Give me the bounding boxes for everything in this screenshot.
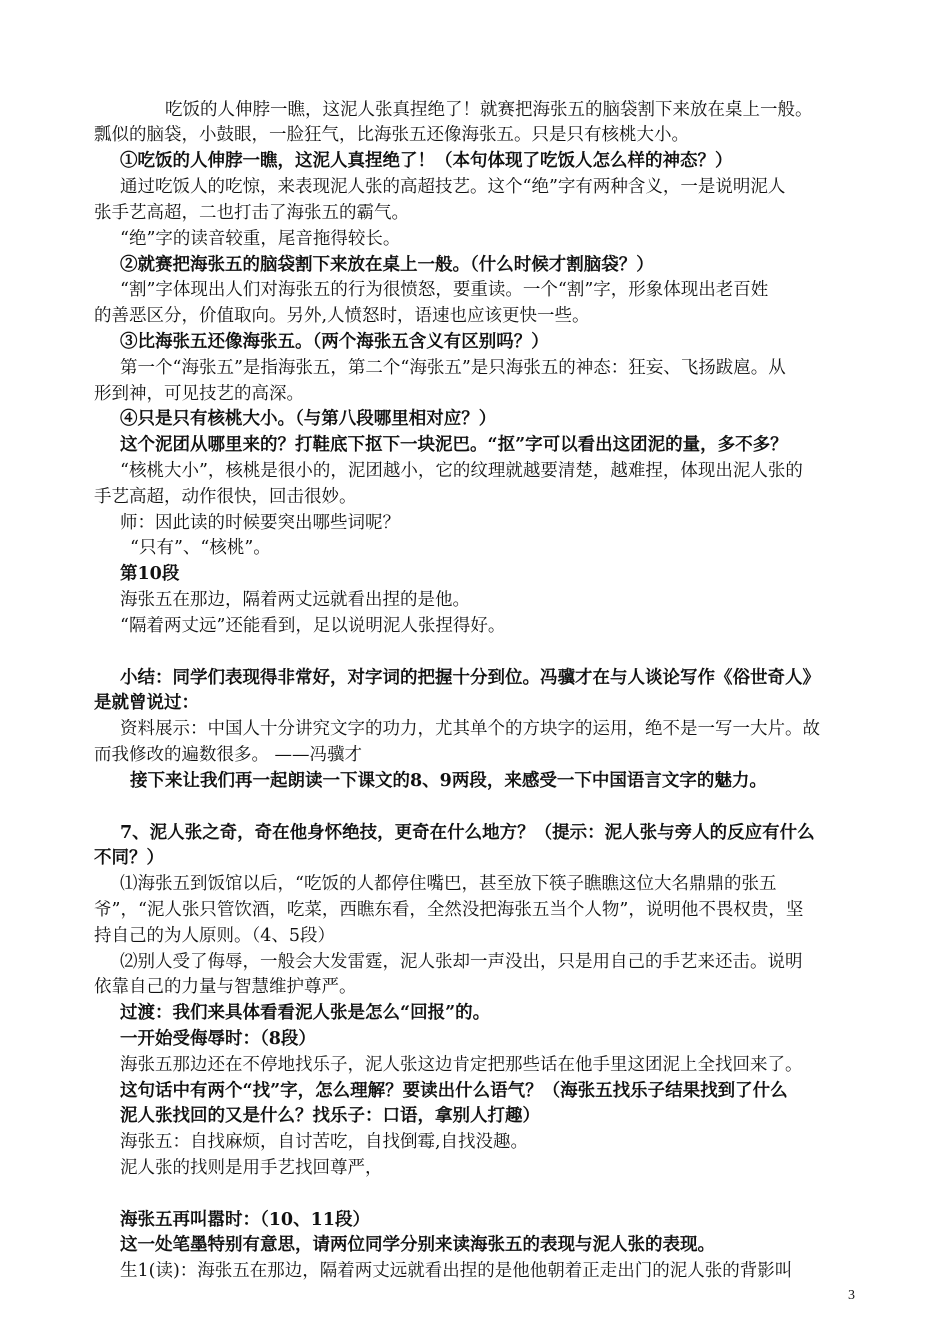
text-line: 张手艺高超，二也打击了海张五的霸气。 xyxy=(94,203,409,223)
text-line: 海张五在那边，隔着两丈远就看出捏的是他。 xyxy=(120,590,470,610)
text-line: 生1(读)：海张五在那边，隔着两丈远就看出捏的是他他朝着正走出门的泥人张的背影叫 xyxy=(120,1261,793,1281)
instruction-line: 接下来让我们再一起朗读一下课文的8、9两段，来感受一下中国语言文字的魅力。 xyxy=(130,771,767,791)
question-heading: ②就赛把海张五的脑袋割下来放在桌上一般。（什么时候才割脑袋？） xyxy=(120,255,654,275)
text-line: “绝”字的读音较重，尾音拖得较长。 xyxy=(120,229,401,249)
question-heading: ③比海张五还像海张五。（两个海张五含义有区别吗？） xyxy=(120,332,549,352)
question-heading: 这句话中有两个“找”字，怎么理解？要读出什么语气？（海张五找乐子结果找到了什么 xyxy=(120,1081,788,1101)
question-heading: 这一处笔墨特别有意思，请两位同学分别来读海张五的表现与泥人张的表现。 xyxy=(120,1235,715,1255)
text-line: 的善恶区分，价值取向。另外,人愤怒时，语速也应该更快一些。 xyxy=(94,306,590,326)
text-line: 泥人张的找则是用手艺找回尊严， xyxy=(120,1158,383,1178)
text-line: 师：因此读的时候要突出哪些词呢？ xyxy=(120,513,400,533)
question-heading: ④只是只有核桃大小。（与第八段哪里相对应？） xyxy=(120,409,497,429)
text-line: 形到神，可见技艺的高深。 xyxy=(94,384,304,404)
text-line: 而我修改的遍数很多。 ——冯骥才 xyxy=(94,745,363,765)
question-heading: 泥人张找回的又是什么？找乐子：口语，拿别人打趣） xyxy=(120,1106,540,1126)
text-line: “核桃大小”，核桃是很小的，泥团越小，它的纹理就越要清楚，越难捏，体现出泥人张的 xyxy=(120,461,803,481)
question-heading: 这个泥团从哪里来的？打鞋底下抠下一块泥巴。“抠”字可以看出这团泥的量，多不多？ xyxy=(120,435,788,455)
text-line: 海张五那边还在不停地找乐子，泥人张这边肯定把那些话在他手里这团泥上全找回来了。 xyxy=(120,1055,803,1075)
text-line: 依靠自己的力量与智慧维护尊严。 xyxy=(94,977,357,997)
section-heading: 第10段 xyxy=(120,564,180,584)
text-line: 持自己的为人原则。（4、5段） xyxy=(94,926,336,946)
text-line: 手艺高超，动作很快，回击很妙。 xyxy=(94,487,357,507)
page-number: 3 xyxy=(848,1288,855,1303)
text-line: 爷”，“泥人张只管饮酒，吃菜，西瞧东看，全然没把海张五当个人物”，说明他不畏权贵，坚 xyxy=(94,900,804,920)
text-line: “只有”、“核桃”。 xyxy=(130,538,271,558)
text-line: “割”字体现出人们对海张五的行为很愤怒，要重读。一个“割”字，形象体现出老百姓 xyxy=(120,280,769,300)
summary-heading: 小结：同学们表现得非常好，对字词的把握十分到位。冯骥才在与人谈论写作《俗世奇人》 xyxy=(120,668,820,688)
question-heading: 不同？） xyxy=(94,848,164,868)
text-line: 资料展示：中国人十分讲究文字的功力，尤其单个的方块字的运用，绝不是一写一大片。故 xyxy=(120,719,820,739)
question-heading: ①吃饭的人伸脖一瞧，这泥人真捏绝了！（本句体现了吃饭人怎么样的神态？） xyxy=(120,151,733,171)
text-line: “隔着两丈远”还能看到，足以说明泥人张捏得好。 xyxy=(120,616,506,636)
text-line: 瓢似的脑袋，小鼓眼，一脸狂气，比海张五还像海张五。只是只有核桃大小。 xyxy=(94,125,689,145)
transition-heading: 过渡：我们来具体看看泥人张是怎么“回报”的。 xyxy=(120,1003,491,1023)
text-line: ⑴海张五到饭馆以后，“吃饭的人都停住嘴巴，甚至放下筷子瞧瞧这位大名鼎鼎的张五 xyxy=(120,874,777,894)
section-heading: 一开始受侮辱时：（8段） xyxy=(120,1029,316,1049)
text-line: ⑵别人受了侮辱，一般会大发雷霆，泥人张却一声没出，只是用自己的手艺来还击。说明 xyxy=(120,952,803,972)
question-heading: 7、泥人张之奇，奇在他身怀绝技，更奇在什么地方？（提示：泥人张与旁人的反应有什么 xyxy=(120,823,815,843)
summary-heading: 是就曾说过： xyxy=(94,693,199,713)
text-line: 吃饭的人伸脖一瞧，这泥人张真捏绝了！就赛把海张五的脑袋割下来放在桌上一般。 xyxy=(165,100,813,120)
section-heading: 海张五再叫嚣时：（10、11段） xyxy=(120,1210,370,1230)
text-line: 海张五：自找麻烦，自讨苦吃，自找倒霉,自找没趣。 xyxy=(120,1132,529,1152)
text-line: 第一个“海张五”是指海张五，第二个“海张五”是只海张五的神态：狂妄、飞扬跋扈。从 xyxy=(120,358,786,378)
text-line: 通过吃饭人的吃惊，来表现泥人张的高超技艺。这个“绝”字有两种含义，一是说明泥人 xyxy=(120,177,786,197)
